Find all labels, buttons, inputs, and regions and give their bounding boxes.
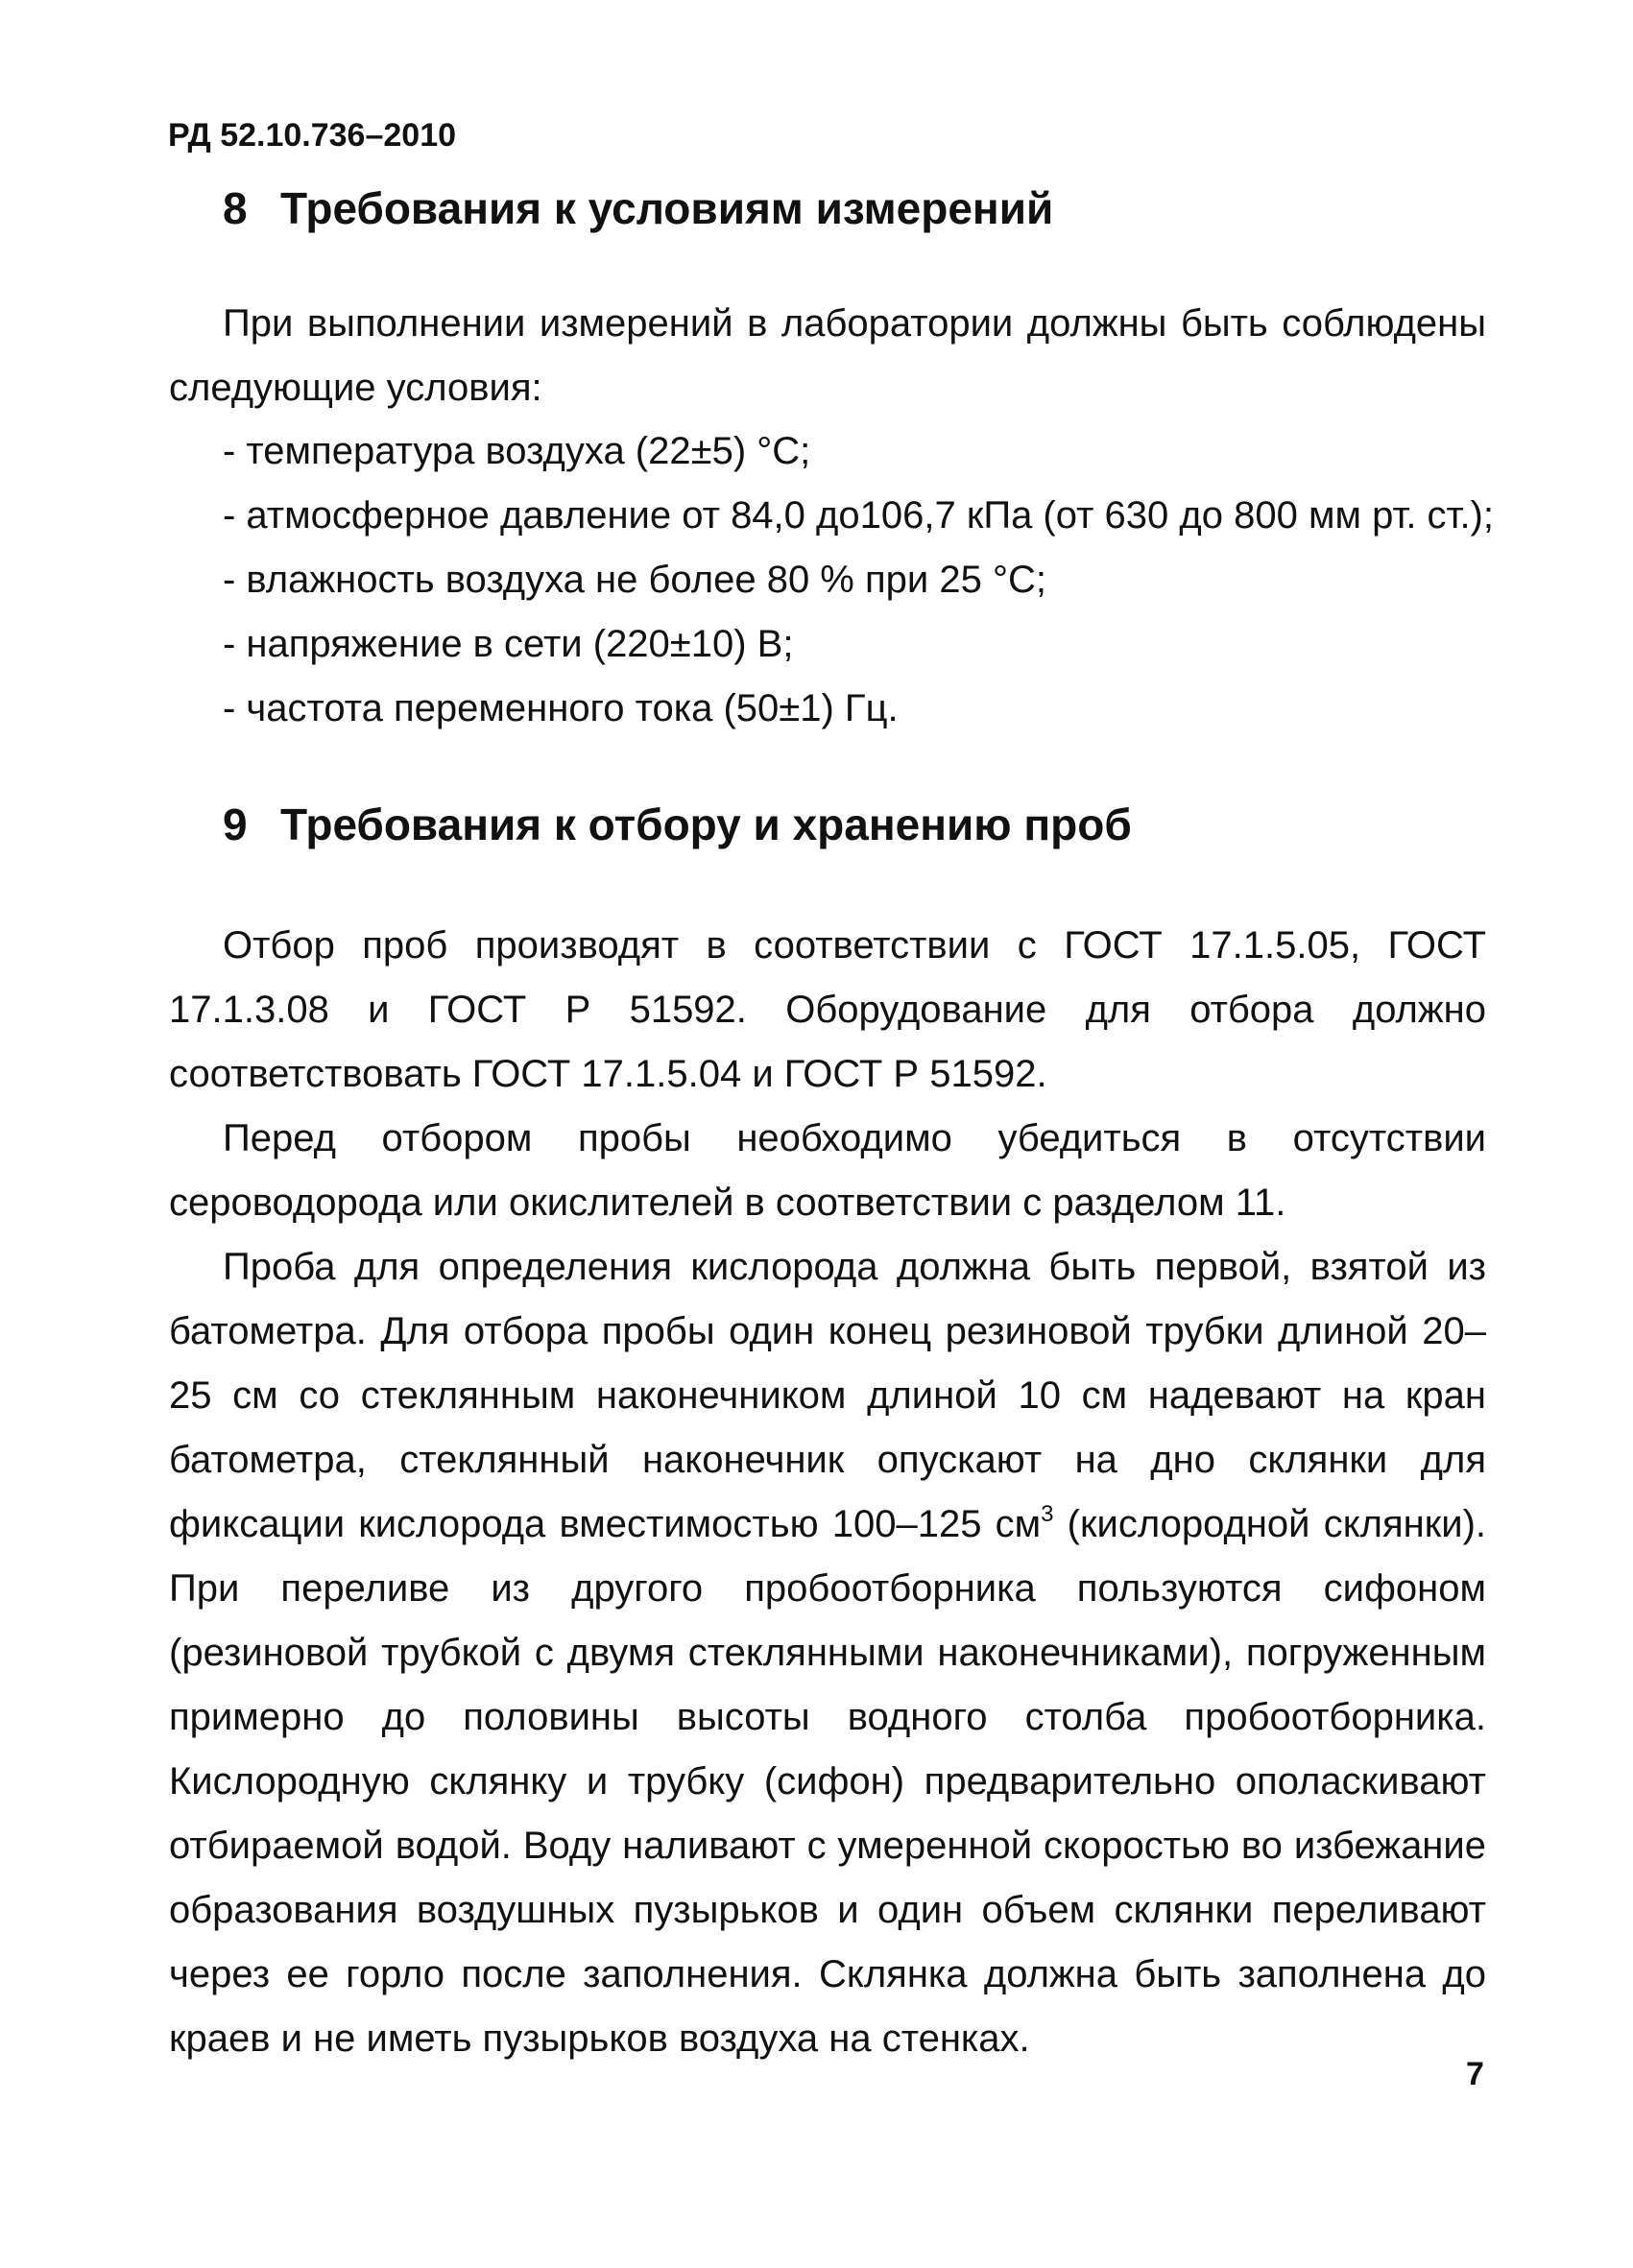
condition-pressure: - атмосферное давление от 84,0 до106,7 кПа (от 630 до 800 мм рт. ст.); <box>223 494 1494 537</box>
condition-temperature: - температура воздуха (22±5) °С; <box>223 430 811 472</box>
condition-frequency: - частота переменного тока (50±1) Гц. <box>223 687 899 729</box>
condition-voltage: - напряжение в сети (220±10) В; <box>223 623 794 665</box>
page-number: 7 <box>1466 2056 1484 2092</box>
conditions-list <box>223 419 1494 741</box>
section-9-heading <box>223 799 1132 850</box>
condition-humidity: - влажность воздуха не более 80 % при 25 °С; <box>223 559 1046 601</box>
sampling-standards-paragraph: Отбор проб производят в соответствии с ГОСТ 17.1.5.05, ГОСТ 17.1.3.08 и ГОСТ Р 51592. Оборудование для отбора должно соответствовать ГОСТ 17.1.5.04 и ГОСТ Р 51592. <box>169 924 1486 1095</box>
oxygen-sampling-paragraph <box>169 1235 1486 2071</box>
cubic-superscript: 3 <box>1041 1500 1054 1527</box>
section-9-number: 9 <box>223 800 248 849</box>
oxygen-paragraph-part-1: Проба для определения кислорода должна быть первой, взятой из батометра. Для отбора пробы один конец резиновой трубки длиной 20–25 см со стеклянным наконечником длиной 10 см надевают на кран батометра, стеклянный наконечник опускают на дно склянки для фиксации кислорода вместимостью 100–125 см <box>169 1246 1486 1545</box>
oxygen-paragraph-part-2: (кислородной склянки). При переливе из другого пробоотборника пользуются сифоном (резиновой трубкой с двумя стеклянными наконечниками), погруженным примерно до половины высоты водного столба пробоотборника. Кислородную склянку и трубку (сифон) предварительно ополаскивают отбираемой водой. Воду наливают с умеренной скоростью во избежание образования воздушных пузырьков и один объем склянки переливают через ее горло после заполнения. Склянка должна быть заполнена до краев и не иметь пузырьков воздуха на стенках. <box>169 1503 1487 2060</box>
section-8-intro: При выполнении измерений в лаборатории должны быть соблюдены следующие условия: <box>169 302 1486 409</box>
section-8-heading <box>223 182 1053 234</box>
section-9-title: Требования к отбору и хранению проб <box>280 800 1132 849</box>
document-code: РД 52.10.736–2010 <box>168 117 457 154</box>
hydrogen-sulfide-check-paragraph: Перед отбором пробы необходимо убедиться в отсутствии сероводорода или окислителей в соответствии с разделом 11. <box>169 1117 1486 1224</box>
section-8-number: 8 <box>223 183 248 233</box>
section-8-title: Требования к условиям измерений <box>280 183 1054 233</box>
